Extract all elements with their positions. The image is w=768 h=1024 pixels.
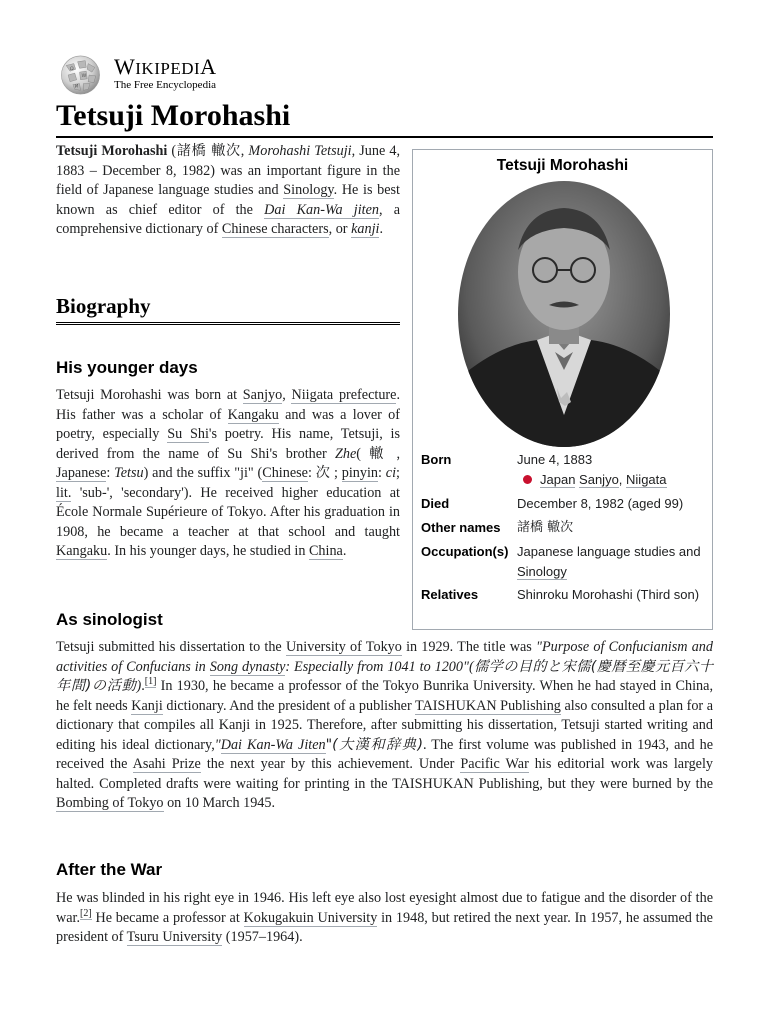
link-kangaku[interactable]: Kangaku — [227, 406, 279, 423]
link-dai-kanwa-jiten[interactable]: Dai Kan-Wa jiten — [264, 201, 379, 218]
link-pacific-war[interactable]: Pacific War — [460, 756, 529, 772]
link-kokugakuin-university[interactable]: Kokugakuin University — [243, 909, 378, 926]
link-china[interactable]: China — [308, 543, 343, 559]
born-place: Japan Sanjyo, Niigata — [517, 470, 707, 490]
japan-flag-icon — [523, 475, 532, 484]
infobox-other-names-value: 諸橋 轍次 — [517, 520, 574, 535]
link-niigata-infobox[interactable]: Niigata — [626, 471, 667, 487]
link-kanji[interactable]: kanji — [351, 221, 380, 237]
infobox-relatives-value: Shinroku Morohashi (Third son) — [517, 587, 700, 602]
younger-days-paragraph: Tetsuji Morohashi was born at Sanjyo, Niigata prefecture. His father was a scholar of Kangaku and was a lover of poetry, especially Su Shi's poetry. His name, Tetsuji, is derived from the name of Su Shi's brother Zhe( 轍 , Japanese: Tetsu) and the suffix "ji" (Chinese: 次 ; pinyin: ci; lit. 'sub-', 'secondary'). He received higher education at École Normale Supérieure of Tokyo. After his graduation in 1908, he became a teacher at that school and taught Kangaku. In his younger days, he studied in China. — [56, 387, 401, 559]
title-divider — [56, 136, 713, 138]
link-song-dynasty[interactable]: Song dynasty — [209, 658, 286, 675]
heading-biography: Biography — [56, 294, 151, 318]
subject-name: Tetsuji Morohashi — [56, 143, 168, 159]
romaji-name: Morohashi Tetsuji — [248, 143, 352, 159]
link-chinese-characters[interactable]: Chinese characters — [221, 221, 329, 237]
infobox-born-value — [517, 450, 707, 489]
infobox — [412, 149, 713, 630]
link-niigata-prefecture[interactable]: Niigata prefecture — [291, 387, 397, 403]
infobox-occupation-value: Japanese language studies and Sinology — [517, 544, 701, 579]
link-kanji-dictionary[interactable]: Kanji — [131, 697, 163, 714]
link-university-of-tokyo[interactable]: University of Tokyo — [285, 639, 402, 655]
heading-as-sinologist: As sinologist — [56, 610, 163, 629]
kanji-name: 諸橋 轍次 — [176, 143, 241, 159]
infobox-occupation-label: Occupation(s) — [421, 544, 509, 559]
link-sanjyo-infobox[interactable]: Sanjyo — [579, 471, 619, 487]
reference-1[interactable]: [1] — [144, 676, 157, 687]
svg-text:W: W — [81, 73, 87, 79]
wikipedia-globe-logo[interactable] — [56, 54, 105, 96]
link-japanese[interactable]: Japanese — [56, 465, 107, 481]
wikipedia-wordmark[interactable]: WIKIPEDIA — [114, 54, 217, 79]
heading-after-the-war: After the War — [56, 860, 163, 879]
link-japan[interactable]: Japan — [540, 471, 576, 487]
site-header — [56, 52, 256, 98]
infobox-other-names-label: Other names — [421, 520, 501, 535]
sinologist-paragraph: Tetsuji submitted his dissertation to the University of Tokyo in 1929. The title was "Purpose of Confucianism and activities of Confucians in Song dynasty: Especially from 1041 to 1200"(儒学の目的と宋儒(慶暦至慶元百六十年間)の活動).[1] In 1930, he became a professor of the Tokyo Bunrika University. When he had stayed in China, he felt needs Kanji dictionary. And the president of a publisher TAISHUKAN Publishing also consulted a plan for a dictionary that compiles all Kanji in 1925. Therefore, after submitting his dissertation, Tetsuji started writing and editing his ideal dictionary,"Dai Kan-Wa Jiten"(大漢和辞典). The first volume was published in 1943, and he received the Asahi Prize the next year by this achievement. Under Pacific War his editorial work was largely halted. Completed drafts were waiting for printing in the TAISHUKAN Publishing, but they were burned by the Bombing of Tokyo on 10 March 1945. — [56, 639, 714, 811]
portrait-photo[interactable] — [457, 180, 671, 448]
after-war-paragraph: He was blinded in his right eye in 1946. His left eye also lost eyesight almost due to fatigue and the disorder of the war.[2] He became a professor at Kokugakuin University in 1948, but retired the next year. In 1957, he assumed the president of Tsuru University (1957–1964). — [56, 890, 713, 945]
biography-divider — [56, 322, 400, 325]
infobox-died-label: Died — [421, 496, 450, 511]
link-dai-kanwa-jiten-2[interactable]: Dai Kan-Wa Jiten — [220, 736, 326, 753]
svg-text:Ω: Ω — [70, 67, 74, 73]
link-chinese[interactable]: Chinese — [262, 465, 308, 481]
infobox-title: Tetsuji Morohashi — [496, 157, 629, 174]
born-date: June 4, 1883 — [517, 452, 593, 467]
wikipedia-tagline: The Free Encyclopedia — [114, 79, 217, 91]
link-tsuru-university[interactable]: Tsuru University — [126, 929, 223, 945]
link-kangaku-2[interactable]: Kangaku — [56, 543, 108, 559]
link-bombing-of-tokyo[interactable]: Bombing of Tokyo — [56, 795, 164, 811]
link-sinology-infobox[interactable]: Sinology — [517, 563, 567, 579]
link-su-shi[interactable]: Su Shi — [167, 426, 209, 442]
reference-2[interactable]: [2] — [80, 907, 92, 919]
lead-paragraph: Tetsuji Morohashi (諸橋 轍次, Morohashi Tetsuji, June 4, 1883 – December 8, 1982) was an important figure in the field of Japanese language studies and Sinology. He is best known as chief editor of the Dai Kan-Wa jiten, a comprehensive dictionary of Chinese characters, or kanji. — [56, 143, 400, 237]
infobox-relatives-label: Relatives — [421, 587, 479, 602]
link-lit[interactable]: lit. — [56, 484, 72, 501]
svg-text:И: И — [74, 84, 79, 90]
link-pinyin[interactable]: pinyin — [341, 465, 378, 481]
link-sinology[interactable]: Sinology — [283, 182, 334, 198]
heading-younger-days: His younger days — [56, 358, 198, 377]
page-title: Tetsuji Morohashi — [56, 99, 291, 132]
infobox-born-label: Born — [421, 452, 452, 467]
infobox-died-value: December 8, 1982 (aged 99) — [517, 496, 684, 511]
link-sanjyo[interactable]: Sanjyo — [242, 387, 283, 403]
link-taishukan-publishing[interactable]: TAISHUKAN Publishing — [415, 697, 561, 714]
link-asahi-prize[interactable]: Asahi Prize — [132, 756, 201, 772]
